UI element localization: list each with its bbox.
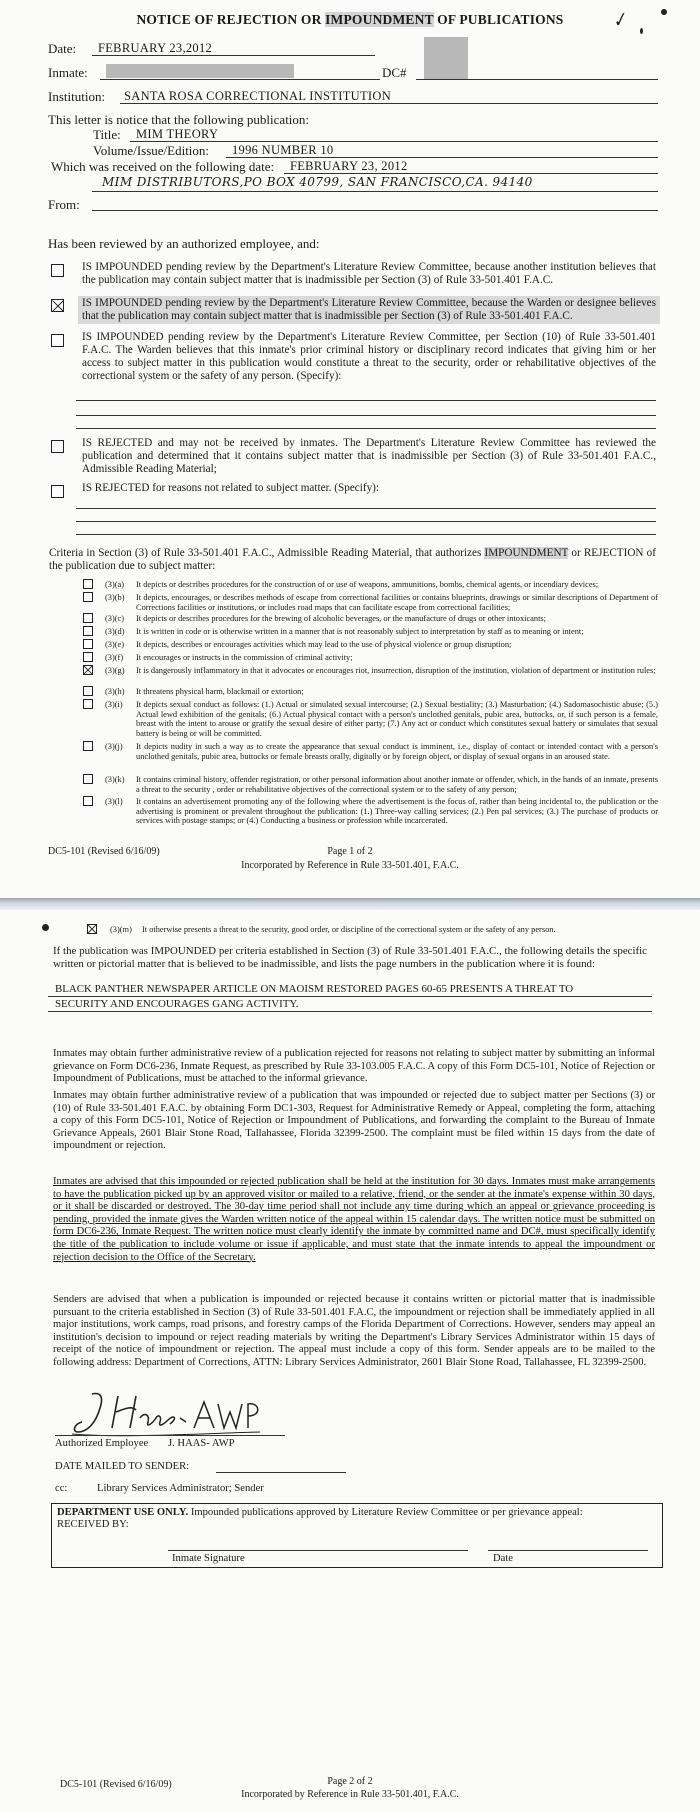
criteria-j-checkbox[interactable] [83, 741, 93, 751]
criteria-e-code: (3)(e) [105, 640, 125, 649]
criteria-b-checkbox[interactable] [83, 592, 93, 602]
criteria-k-code: (3)(k) [105, 775, 125, 784]
option-5-specify-line-2 [76, 521, 656, 522]
sender-appeal-paragraph: Senders are advised that when a publication is impounded or rejected because it contains written or pictorial matter that is inadmissible pursuant to the criteria established in Section (3) of Rule 33-501.401 F.A.C, the impoundment or rejection shall be immediately applied in all major institutions, work camps, road prisons, and forestry camps of the Florida Department of Corrections. However, senders may appeal an institution's decision to impound or reject reading materials by writing the Department's Library Services Administrator within 15 days of receipt of the notice of impoundment or rejection. The appeal must include a copy of this form. Sender appeals are to be mailed to the following address: Department of Corrections, ATTN: Library Services Administrator, 2601 Blair Stone Road, Tallahassee, FL 32399-2500. [53, 1294, 655, 1368]
impounded-details-line-2: SECURITY AND ENCOURAGES GANG ACTIVITY. [55, 998, 299, 1010]
criteria-l-text: It contains an advertisement promoting any of the following where the advertisement is the focus of, rather than being incidental to, the publication or the advertising is prominent or prevalent throughout the publication: (1.) Three-way calling services; (2.) Pen pal services; (3.) The purchase of products or services with postage stamps; or (4.) Conducting a business or profession while incarcerated. [136, 797, 658, 825]
option-3-specify-line-3 [76, 428, 656, 429]
date-label: Date: [48, 41, 77, 56]
received-by-label: RECEIVED BY: [57, 1519, 129, 1530]
from-underline-2 [92, 210, 658, 211]
option-2-checkbox[interactable] [51, 299, 64, 312]
title-label: Title: [93, 127, 121, 142]
criteria-b-text: It depicts, encourages, or describes methods of escape from correctional facilities or contains blueprints, drawings or similar descriptions of Department of Corrections facilities or institutions, or includes road maps that can facilitate escape from correctional facilities; [136, 593, 658, 612]
pen-mark [640, 28, 643, 34]
dc-number-redaction [424, 37, 468, 79]
page-2-page-number: Page 2 of 2 [327, 1776, 373, 1787]
signature-line [55, 1435, 285, 1436]
criteria-i-code: (3)(i) [105, 700, 123, 709]
criteria-h-code: (3)(h) [105, 687, 125, 696]
option-3-specify-line-2 [76, 415, 656, 416]
criteria-a-text: It depicts or describes procedures for the construction of or use of weapons, ammunitions, bombs, chemical agents, or incendiary devices; [136, 580, 599, 589]
criteria-g-checkbox[interactable] [83, 665, 93, 675]
cc-label: cc: [55, 1483, 68, 1494]
criteria-m-text: It otherwise presents a threat to the security, good order, or discipline of the correctional system or the safety of any person. [142, 925, 556, 934]
criteria-f-checkbox[interactable] [83, 652, 93, 662]
impounded-details-line-1: BLACK PANTHER NEWSPAPER ARTICLE ON MAOISM RESTORED PAGES 60-65 PRESENTS A THREAT TO [55, 983, 574, 995]
criteria-a-checkbox[interactable] [83, 579, 93, 589]
from-label: From: [48, 197, 80, 212]
impounded-details-intro: If the publication was IMPOUNDED per criteria established in Section (3) of Rule 33-501.401 F.A.C., the following details the specific written or pictorial matter that is believed to be inadmissible, and lists the page numbers in the publication where it is found: [53, 945, 647, 970]
date-field-label: Date [493, 1553, 513, 1564]
criteria-k-text: It contains criminal history, offender registration, or other personal information about another inmate or offender, which, in the hands of an inmate, presents a threat to the security , order or rehabilitative objectives of the correctional system or to the safety of any person; [136, 775, 658, 794]
volume-value: 1996 NUMBER 10 [232, 143, 334, 157]
department-use-text: DEPARTMENT USE ONLY. Impounded publications approved by Literature Review Committee or per grievance appeal: [57, 1507, 583, 1518]
institution-label: Institution: [48, 89, 106, 104]
scan-dot [661, 9, 667, 15]
criteria-h-checkbox[interactable] [83, 686, 93, 696]
criteria-c-text: It depicts or describes procedures for the brewing of alcoholic beverages, or the manufacture of drugs or other intoxicants; [136, 614, 546, 623]
criteria-c-code: (3)(c) [105, 614, 125, 623]
inmate-signature-label: Inmate Signature [172, 1553, 245, 1564]
criteria-l-code: (3)(l) [105, 797, 123, 806]
reviewed-line: Has been reviewed by an authorized employee, and: [48, 236, 320, 251]
page-1-page-number: Page 1 of 2 [327, 846, 373, 857]
criteria-d-checkbox[interactable] [83, 626, 93, 636]
inmate-label: Inmate: [48, 65, 88, 80]
dc-number-label: DC# [382, 65, 407, 80]
volume-label: Volume/Issue/Edition: [93, 143, 210, 158]
date-underline [92, 55, 375, 56]
criteria-f-code: (3)(f) [105, 653, 124, 662]
date-line [488, 1550, 648, 1551]
criteria-g-text: It is dangerously inflammatory in that it advocates or encourages riot, insurrection, disruption of the institution, violation of department or institution rules; [136, 666, 656, 675]
criteria-g-code: (3)(g) [105, 666, 125, 675]
from-underline-1 [92, 191, 658, 192]
criteria-e-text: It depicts, describes or encourages activities which may lead to the use of physical violence or group disruption; [136, 640, 512, 649]
criteria-f-text: It encourages or instructs in the commission of criminal activity; [136, 653, 353, 662]
institution-underline [120, 103, 658, 104]
criteria-j-text: It depicts nudity in such a way as to create the appearance that sexual conduct is imminent, i.e., display of contact or intended contact with a person's unclothed genitals, pubic area, buttocks or female breasts orally, digitally or by foreign object, or display of sexual organs in an aroused state. [136, 742, 658, 761]
title-highlight: IMPOUNDMENT [325, 12, 434, 27]
criteria-j-code: (3)(j) [105, 742, 123, 751]
criteria-m-code: (3)(m) [110, 925, 132, 934]
criteria-m-checkbox[interactable] [87, 924, 97, 934]
page-1-incorporated-note: Incorporated by Reference in Rule 33-501.401, F.A.C. [241, 860, 459, 871]
criteria-i-checkbox[interactable] [83, 699, 93, 709]
administrative-review-paragraph: Inmates may obtain further administrative review of a publication that was impounded or rejected due to subject matter per Sections (3) or (10) of Rule 33-501.401 F.A.C. by obtaining Form DC1-303, Request for Administrative Remedy or Appeal, completing the form, attaching a copy of this Form DC5-101, Notice of Rejection or Impoundment of Publications, and forwarding the complaint to the Bureau of Inmate Grievance Appeals, 2601 Blair Stone Road, Tallahassee, Florida 32399-2500. The complaint must be filed within 15 days from the date of impoundment or rejection. [53, 1090, 655, 1152]
option-2-text: IS IMPOUNDED pending review by the Department's Literature Review Committee, because the Warden or designee believes that the publication may contain subject matter that is inadmissible per Section (3) of Rule 33-501.401 F.A.C. [82, 297, 656, 322]
option-5-checkbox[interactable] [51, 485, 64, 498]
document-title: NOTICE OF REJECTION OR IMPOUNDMENT OF PUBLICATIONS [136, 12, 564, 27]
criteria-e-checkbox[interactable] [83, 639, 93, 649]
signature-image [70, 1388, 270, 1440]
publication-title-value: MIM THEORY [136, 127, 219, 141]
page-2-incorporated-note: Incorporated by Reference in Rule 33-501.401, F.A.C. [241, 1789, 459, 1800]
date-value: FEBRUARY 23,2012 [98, 41, 213, 55]
inmate-underline [100, 79, 380, 80]
page-1-form-id: DC5-101 (Revised 6/16/09) [48, 846, 160, 857]
option-3-checkbox[interactable] [51, 334, 64, 347]
pen-check-mark: ✓ [608, 7, 631, 34]
cc-value: Library Services Administrator; Sender [97, 1483, 264, 1494]
title-underline [130, 141, 658, 142]
date-mailed-underline [216, 1472, 346, 1473]
criteria-c-checkbox[interactable] [83, 613, 93, 623]
holding-period-paragraph: Inmates are advised that this impounded or rejected publication shall be held at the institution for 30 days. Inmates must make arrangements to have the publication picked up by an approved visitor or mailed to a relative, friend, or the sender at the inmate's expense within 30 days, or it shall be discarded or destroyed. The 30-day time period shall not include any time during which an appeal or grievance proceeding is pending, provided the inmate gives the Warden written notice of the appeal within 15 calendar days. The written notice must be submitted on form DC6-236, Inmate Request. The written notice must clearly identify the inmate by committed name and DC#, must specifically identify the title of the publication to include volume or issue if applicable, and must state that the inmate intends to appeal the impoundment or rejection decision to the Office of the Secretary. [53, 1176, 655, 1263]
received-date-value: FEBRUARY 23, 2012 [290, 159, 408, 173]
criteria-l-checkbox[interactable] [83, 796, 93, 806]
criteria-i-text: It depicts sexual conduct as follows: (1.) Actual or simulated sexual intercourse; (2.) Sexual bestiality; (3.) Masturbation; (4.) Sadomasochistic abuse; (5.) Actual lewd exhibition of the genitals; (6.) Actual physical contact with a person's unclothed genitals, pubic area, buttocks, or, if such person is a female, breast with the intent to arouse or gratify the sexual desire of either party; (7.) Any act or conduct which constitutes sexual battery or simulates that sexual battery is being or will be committed. [136, 700, 658, 738]
criteria-d-text: It is written in code or is otherwise written in a manner that is not reasonably subject to interpretation by staff as to meaning or intent; [136, 627, 584, 636]
criteria-a-code: (3)(a) [105, 580, 125, 589]
scan-dot [42, 924, 49, 931]
option-1-checkbox[interactable] [51, 264, 64, 277]
dc-number-underline [416, 79, 658, 80]
date-mailed-label: DATE MAILED TO SENDER: [55, 1461, 190, 1472]
inmate-name-redaction [106, 64, 294, 78]
criteria-d-code: (3)(d) [105, 627, 125, 636]
criteria-b-code: (3)(b) [105, 593, 125, 602]
details-underline-1 [48, 996, 652, 997]
option-5-specify-line-3 [76, 534, 656, 535]
option-1-text: IS IMPOUNDED pending review by the Department's Literature Review Committee, because another institution believes that the publication may contain subject matter that is inadmissible per Section (3) of Rule 33-501.401 F.A.C. [82, 261, 656, 286]
page-2-form-id: DC5-101 (Revised 6/16/09) [60, 1779, 172, 1790]
received-underline [284, 173, 658, 174]
form-page-1 [0, 0, 700, 898]
volume-underline [226, 157, 658, 158]
informal-grievance-paragraph: Inmates may obtain further administrative review of a publication rejected for reasons not relating to subject matter by submitting an informal grievance on Form DC6-236, Inmate Request, as prescribed by Rule 33-103.005 F.A.C. A copy of this Form DC5-101, Notice of Rejection or Impoundment of Publications, must be attached to the informal grievance. [53, 1048, 655, 1085]
criteria-k-checkbox[interactable] [83, 774, 93, 784]
option-4-text: IS REJECTED and may not be received by inmates. The Department's Literature Review Committee has reviewed the publication and determined that it contains subject matter that is inadmissible per Section (3) of Rule 33-501.401 F.A.C., Admissible Reading Material; [82, 437, 656, 475]
received-label: Which was received on the following date: [51, 159, 275, 174]
details-underline-2 [48, 1011, 652, 1012]
criteria-intro: Criteria in Section (3) of Rule 33-501.401 F.A.C., Admissible Reading Material, that authorizes IMPOUNDMENT or REJECTION of the publication due to subject matter: [49, 547, 656, 572]
criteria-h-text: It threatens physical harm, blackmail or extortion; [136, 687, 304, 696]
option-3-text: IS IMPOUNDED pending review by the Department's Literature Review Committee, per Section (10) of Rule 33-501.401 F.A.C. The Warden believes that this inmate's prior criminal history or disciplinary record indicates that giving him or her access to subject matter in this publication would constitute a threat to the security, order or rehabilitative objectives of the correctional system or the safety of any person. (Specify): [82, 331, 656, 382]
authorized-employee-label: Authorized Employee [55, 1438, 149, 1449]
institution-value: SANTA ROSA CORRECTIONAL INSTITUTION [124, 89, 392, 103]
from-value: MIM DISTRIBUTORS,PO BOX 40799, SAN FRANCISCO,CA. 94140 [102, 175, 533, 189]
option-5-text: IS REJECTED for reasons not related to subject matter. (Specify): [82, 482, 380, 494]
option-4-checkbox[interactable] [51, 440, 64, 453]
notice-line: This letter is notice that the following publication: [48, 112, 310, 127]
option-3-specify-line-1 [76, 400, 656, 401]
inmate-signature-line [168, 1550, 468, 1551]
form-page-2 [0, 910, 700, 1812]
option-5-specify-line-1 [76, 508, 656, 509]
page-separator [0, 898, 700, 910]
authorized-employee-name: J. HAAS- AWP [168, 1438, 235, 1449]
